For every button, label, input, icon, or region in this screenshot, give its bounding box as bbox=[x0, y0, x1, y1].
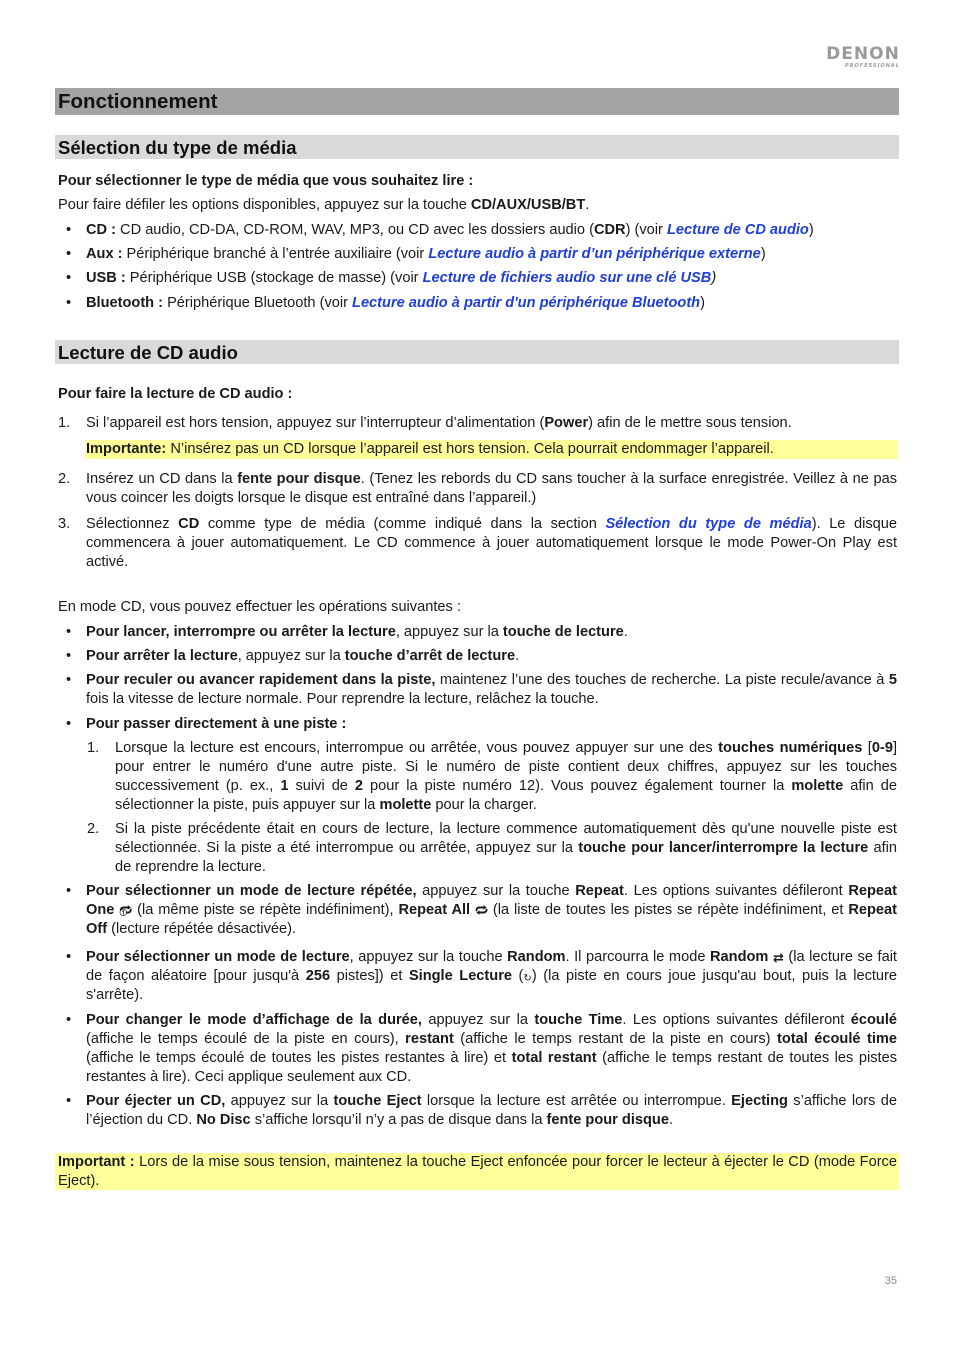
op-search: Pour reculer ou avancer rapidement dans la piste, maintenez l’une des touches de recherche. La piste recule/avance à 5 fois la vitesse de lecture normale. Pour reprendre la lecture, relâchez la touche. bbox=[86, 672, 897, 707]
logo-sub: PROFESSIONAL bbox=[845, 63, 900, 69]
step-3: Sélectionnez CD comme type de média (comme indiqué dans la section Sélection du type de média). Le disque commencera à jouer automatiquement. Le CD commence à jouer automatiquement lorsque le mode Power-On Play est activé. bbox=[86, 516, 898, 570]
logo-brand: DENON bbox=[826, 44, 900, 64]
random-icon: ⇄ bbox=[772, 950, 784, 965]
important-note: Importante: N’insérez pas un CD lorsque l’appareil est hors tension. Cela pourrait endommager l’appareil. bbox=[86, 441, 774, 457]
op-stop: Pour arrêter la lecture, appuyez sur la touche d’arrêt de lecture. bbox=[86, 648, 520, 664]
important-eject-highlight bbox=[55, 1153, 899, 1190]
bullet: • bbox=[66, 883, 72, 899]
bullet: • bbox=[66, 270, 72, 286]
step-number: 3. bbox=[58, 516, 71, 532]
heading-selection-media: Sélection du type de média bbox=[55, 135, 899, 159]
substep-2: Si la piste précédente était en cours de lecture, la lecture commence automatiquement dès qu'une nouvelle piste est sélectionnée. Si la piste a été interrompue ou arrêtée, appuyez sur la touche pour lancer/interrompre la lecture afin de reprendre la lecture. bbox=[115, 821, 897, 875]
repeat-one-icon: 🔂︎ bbox=[119, 903, 133, 918]
bullet: • bbox=[66, 624, 72, 640]
list-item-cd: CD : CD audio, CD-DA, CD-ROM, WAV, MP3, ou CD avec les dossiers audio (CDR) (voir Lecture de CD audio) bbox=[86, 222, 814, 238]
op-repeat: Pour sélectionner un mode de lecture répétée, appuyez sur la touche Repeat. Les options suivantes défileront Repeat One 🔂︎ (la même piste se répète indéfiniment), Repeat All 🔁︎ (la liste de toutes les pistes se répète indéfiniment, et Repeat Off (lecture répétée désactivée). bbox=[86, 883, 898, 937]
bullet: • bbox=[66, 949, 72, 965]
step-number: 1. bbox=[58, 415, 71, 431]
page-number: 35 bbox=[884, 1275, 897, 1287]
substep-1: Lorsque la lecture est encours, interrompue ou arrêtée, vous pouvez appuyer sur une des touches numériques [0-9] pour entrer le numéro d'une autre piste. Si le numéro de piste contient deux chiffres, appuyez sur les touches successivement (p. ex., 1 suivi de 2 pour la piste numéro 12). Vous pouvez également tourner la molette afin de sélectionner la piste, puis appuyer sur la molette pour la charger. bbox=[115, 740, 898, 813]
op-track-select: Pour passer directement à une piste : bbox=[86, 716, 347, 732]
sec2-lead: Pour faire la lecture de CD audio : bbox=[58, 386, 293, 402]
link-lecture-cd[interactable]: Lecture de CD audio bbox=[666, 222, 809, 238]
op-time: Pour changer le mode d’affichage de la durée, appuyez sur la touche Time. Les options suivantes défileront écoulé (affiche le temps écoulé de la piste en cours), restant (affiche le temps restant de la piste en cours) total écoulé time (affiche le temps écoulé de toutes les pistes restantes à lire) et total restant (affiche le temps restant de toutes les pistes restantes à lire). Ceci applique seulement aux CD. bbox=[86, 1012, 897, 1085]
step-2: Insérez un CD dans la fente pour disque. (Tenez les rebords du CD sans toucher à la surface enregistrée. Veillez à ne pas vous coincer les doigts lorsque le disque est entraîné dans l’appareil.) bbox=[86, 471, 898, 506]
list-item-usb: USB : Périphérique USB (stockage de masse) (voir Lecture de fichiers audio sur une clé USB) bbox=[86, 270, 717, 286]
op-random: Pour sélectionner un mode de lecture, appuyez sur la touche Random. Il parcourra le mode Random ⇄ (la lecture se fait de façon aléatoire [pour jusqu'à 256 pistes]) et Single Lecture (↻) (la piste en cours joue jusqu'au bout, puis la lecture s'arrête). bbox=[86, 949, 898, 1003]
bullet: • bbox=[66, 246, 72, 262]
bullet: • bbox=[66, 672, 72, 688]
step-number: 2. bbox=[58, 471, 71, 487]
bullet: • bbox=[66, 648, 72, 664]
substep-number: 1. bbox=[87, 740, 100, 756]
sec1-intro: Pour faire défiler les options disponibles, appuyez sur la touche CD/AUX/USB/BT. bbox=[58, 197, 590, 213]
link-selection-media[interactable]: Sélection du type de média bbox=[605, 516, 812, 532]
list-item-bluetooth: Bluetooth : Périphérique Bluetooth (voir Lecture audio à partir d'un périphérique Bluetooth) bbox=[86, 295, 705, 311]
bullet: • bbox=[66, 1012, 72, 1028]
step-1: Si l’appareil est hors tension, appuyez sur l’interrupteur d’alimentation (Power) afin de le mettre sous tension. bbox=[86, 415, 792, 431]
heading-lecture-cd: Lecture de CD audio bbox=[55, 340, 899, 364]
link-lecture-usb[interactable]: Lecture de fichiers audio sur une clé USB bbox=[422, 270, 712, 286]
repeat-all-icon: 🔁︎ bbox=[475, 903, 489, 918]
mode-intro: En mode CD, vous pouvez effectuer les opérations suivantes : bbox=[58, 599, 461, 615]
op-eject: Pour éjecter un CD, appuyez sur la touche Eject lorsque la lecture est arrêtée ou interrompue. Ejecting s’affiche lors de l’éjection du CD. No Disc s’affiche lorsqu’il n’y a pas de disque dans la fente pour disque. bbox=[86, 1093, 897, 1128]
important-eject-note: Important : Lors de la mise sous tension, maintenez la touche Eject enfoncée pour forcer le lecteur à éjecter le CD (mode Force Eject). bbox=[58, 1154, 897, 1189]
heading-fonctionnement: Fonctionnement bbox=[55, 88, 899, 115]
single-icon: ↻ bbox=[523, 973, 532, 984]
bullet: • bbox=[66, 1093, 72, 1109]
denon-logo bbox=[826, 45, 900, 69]
substep-number: 2. bbox=[87, 821, 100, 837]
sec1-lead: Pour sélectionner le type de média que vous souhaitez lire : bbox=[58, 173, 474, 189]
important-note-highlight bbox=[85, 440, 898, 459]
bullet: • bbox=[66, 295, 72, 311]
link-lecture-externe[interactable]: Lecture audio à partir d’un périphérique externe bbox=[428, 246, 761, 262]
list-item-aux: Aux : Périphérique branché à l’entrée auxiliaire (voir Lecture audio à partir d’un périphérique externe) bbox=[86, 246, 766, 262]
bullet: • bbox=[66, 222, 72, 238]
link-lecture-bluetooth[interactable]: Lecture audio à partir d'un périphérique Bluetooth bbox=[352, 295, 701, 311]
op-play: Pour lancer, interrompre ou arrêter la lecture, appuyez sur la touche de lecture. bbox=[86, 624, 628, 640]
bullet: • bbox=[66, 716, 72, 732]
